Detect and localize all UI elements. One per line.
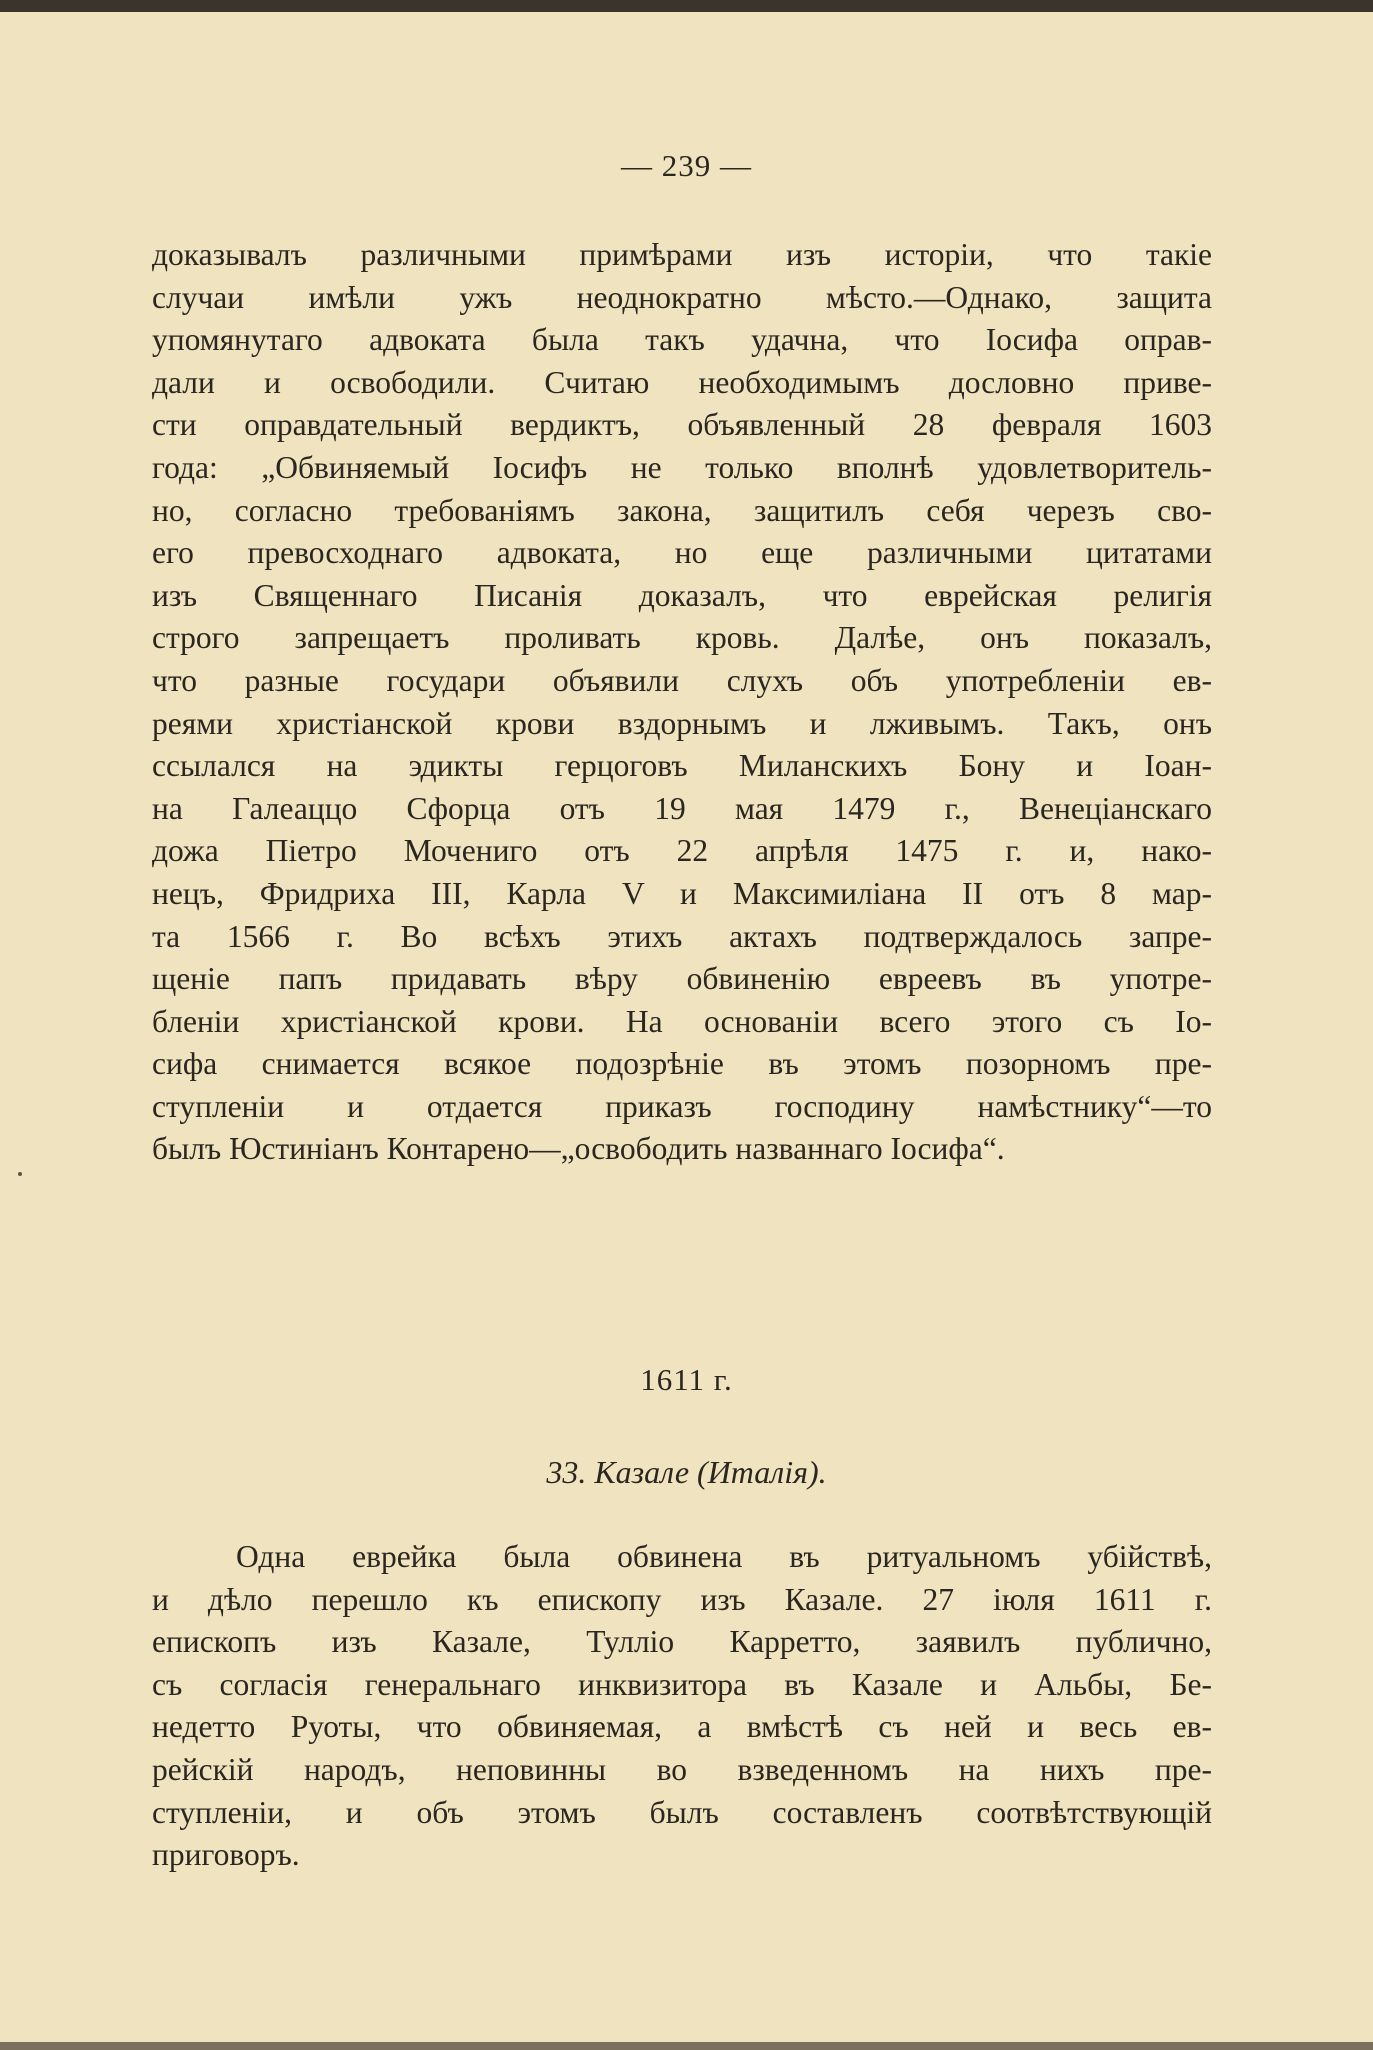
year-heading: 1611 г. [640,1362,733,1397]
text-line: дожа Піетро Мочениго отъ 22 апрѣля 1475 г. и, нако- [152,833,1212,869]
text-line: реями христіанской крови вздорнымъ и лживымъ. Такъ, онъ [152,705,1212,741]
text-line: ступленіи и отдается приказъ господину намѣстнику“—то [152,1088,1212,1124]
text-line: случаи имѣли ужъ неоднократно мѣсто.—Однако, защита [152,279,1212,315]
text-line: съ согласія генеральнаго инквизитора въ Казале и Альбы, Бе- [152,1666,1212,1702]
text-line: рейскій народъ, неповинны во взведенномъ на нихъ пре- [152,1751,1212,1787]
text-line: былъ Юстиніанъ Контарено—„освободить названнаго Іосифа“. [152,1131,1005,1167]
section-title: 33. Казале (Италія). [546,1454,827,1490]
text-line: упомянутаго адвоката была такъ удачна, что Іосифа оправ- [152,322,1212,358]
paper-speck [18,1172,22,1176]
page-top-edge [0,0,1373,12]
paragraph-casale [152,1536,1212,1877]
text-line: Одна еврейка была обвинена въ ритуальномъ убійствѣ, [236,1539,1212,1574]
text-line: ссылался на эдикты герцоговъ Миланскихъ Бону и Іоан- [152,748,1212,784]
text-line: но, согласно требованіямъ закона, защитилъ себя черезъ сво- [152,492,1212,528]
text-line: ступленіи, и объ этомъ былъ составленъ соотвѣтствующій [152,1794,1212,1830]
text-line: сти оправдательный вердиктъ, объявленный 28 февраля 1603 [152,407,1212,443]
text-line: щеніе папъ придавать вѣру обвиненію евреевъ въ употре- [152,961,1212,997]
page-number: — 239 — [621,148,752,183]
text-line: епископъ изъ Казале, Тулліо Карретто, заявилъ публично, [152,1624,1212,1660]
text-line: что разные государи объявили слухъ объ употребленіи ев- [152,662,1212,698]
text-line: недетто Руоты, что обвиняемая, а вмѣстѣ съ ней и весь ев- [152,1709,1212,1745]
text-line: сифа снимается всякое подозрѣніе въ этомъ позорномъ пре- [152,1046,1212,1082]
text-line: та 1566 г. Во всѣхъ этихъ актахъ подтверждалось запре- [152,918,1212,954]
text-line: его превосходнаго адвоката, но еще различными цитатами [152,535,1212,571]
text-line: доказывалъ различными примѣрами изъ исторіи, что такіе [152,237,1212,272]
paragraph-acquittal [152,234,1212,1171]
text-line: нецъ, Фридриха III, Карла V и Максимиліана II отъ 8 мар- [152,875,1212,911]
text-line: приговоръ. [152,1837,300,1873]
page-bottom-edge [0,2042,1373,2050]
text-line: бленіи христіанской крови. На основаніи всего этого съ Іо- [152,1003,1212,1039]
text-line: на Галеаццо Сфорца отъ 19 мая 1479 г., Венеціанскаго [152,790,1212,826]
text-line: дали и освободили. Считаю необходимымъ дословно приве- [152,364,1212,400]
text-line: изъ Священнаго Писанія доказалъ, что еврейская религія [152,577,1212,613]
text-line: строго запрещаетъ проливать кровь. Далѣе, онъ показалъ, [152,620,1212,656]
text-line: года: „Обвиняемый Іосифъ не только вполнѣ удовлетворитель- [152,449,1212,485]
text-line: и дѣло перешло къ епископу изъ Казале. 27 іюля 1611 г. [152,1581,1212,1617]
